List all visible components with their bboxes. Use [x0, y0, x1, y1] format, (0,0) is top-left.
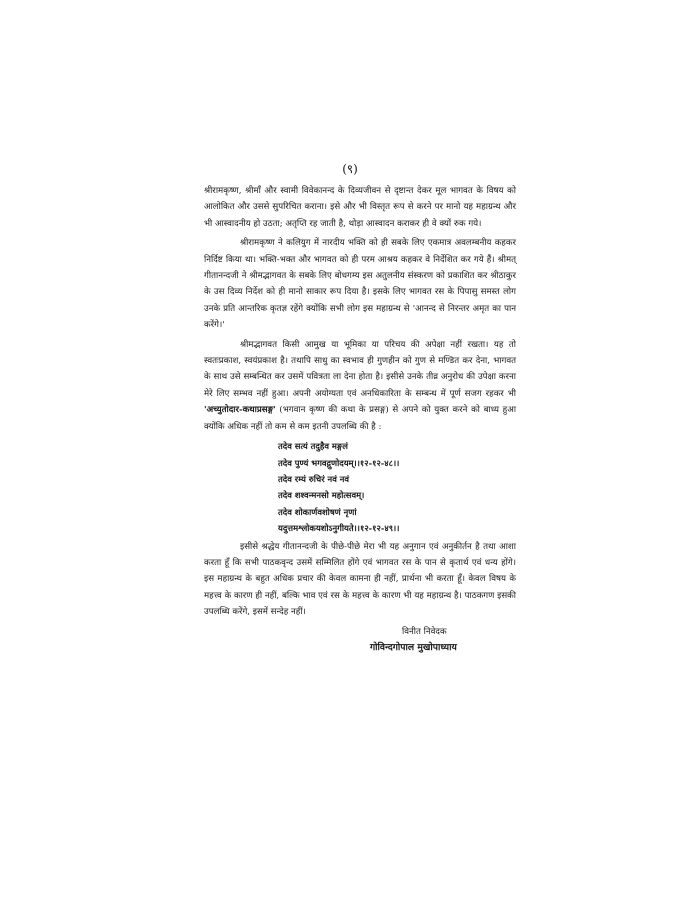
sanskrit-verse: [278, 438, 516, 536]
signature-name: गोविन्दगोपाल मुखोपाध्याय: [370, 641, 457, 653]
paragraph-4: इसीसे श्रद्धेय गीतानन्दजी के पीछे-पीछे मेरा भी यह अनुगान एवं अनुकीर्तन है तथा आशा करता हूँ कि सभी पाठकवृन्द उसमें सम्मिलित होंगे एवं भागवत रस के पान से कृतार्थ एवं धन्य होंगे। इस महाग्रन्थ के बहुत अधिक प्रचार की केवल कामना ही नहीं, प्रार्थना भी करता हूँ। केवल विषय के महत्त्व के कारण ही नहीं, बल्कि भाव एवं रस के महत्त्व के कारण भी यह महाग्रन्थ है। पाठकगण इसकी उपलब्धि करेंगे, इसमें सन्देह नहीं।: [204, 541, 516, 618]
preface-body: [204, 183, 516, 656]
page-number: (९): [342, 162, 358, 176]
paragraph-3-title: 'अच्युतोदार-कथाप्रसङ्ग': [204, 405, 276, 416]
paragraph-3-after: (भगवान कृष्ण की कथा के प्रसङ्ग) से अपने को युक्त करने को बाध्य हुआ क्योंकि अधिक नहीं तो कम से कम इतनी उपलब्धि की है :: [204, 405, 516, 432]
paragraph-3: [204, 337, 516, 435]
verse-line: तदेव शश्वन्मनसो महोत्सवम्।: [278, 490, 365, 501]
verse-line: तदेव शोकार्णवशोषणं नृणां: [278, 506, 357, 517]
verse-line: तदेव रम्यं रुचिरं नवं नवं: [278, 473, 350, 484]
signature-block: [204, 624, 516, 657]
verse-line: तदेव पुण्यं भगवद्गुणोदयम्।।१२-१२-४८।।: [278, 457, 400, 468]
verse-line: यदुत्तमश्लोकयशोऽनुगीयते।।१२-१२-४९।।: [278, 523, 400, 534]
signature-salutation: विनीत निवेदक: [402, 626, 447, 637]
paragraph-1: श्रीरामकृष्ण, श्रीमाँ और स्वामी विवेकानन्द के दिव्यजीवन से दृष्टान्त देकर मूल भागवत के विषय को आलोकित और उससे सुपरिचित कराना। इसे और भी विस्तृत रूप से करने पर मानो यह महाग्रन्थ और भी आस्वादनीय हो उठता; अतृप्ति रह जाती है, थोड़ा आस्वादन कराकर ही वे क्यों रुक गये।: [204, 186, 516, 229]
paragraph-3-before: श्रीमद्भागवत किसी आमुख या भूमिका या परिचय की अपेक्षा नहीं रखता। यह तो स्वतःप्रकाश, स्वयंप्रकाश है। तथापि साधु का स्वभाव ही गुणहीन को गुण से मण्डित कर देना, भागवत के साथ उसे सम्बन्धित कर उसमें पवित्रता ला देना होता है। इसीसे उनके तीव्र अनुरोध की उपेक्षा करना मेरे लिए सम्भव नहीं हुआ। अपनी अयोग्यता एवं अनधिकारिता के सम्बन्ध में पूर्ण सजग रहकर भी: [204, 339, 516, 399]
verse-line: तदेव सत्यं तदुहैव मङ्गलं: [278, 441, 348, 452]
paragraph-2: श्रीरामकृष्ण ने कलियुग में नारदीय भक्ति को ही सबके लिए एकमात्र अवलम्बनीय कहकर निर्दिष्ट किया था। भक्ति-भक्त और भागवत को ही परम आश्रय कहकर वे निर्देशित कर गये हैं। श्रीमत् गीतानन्दजी ने श्रीमद्भागवत के सबके लिए बोधगम्य इस अतुलनीय संस्करण को प्रकाशित कर श्रीठाकुर के उस दिव्य निर्देश को ही मानो साकार रूप दिया है। इसके लिए भागवत रस के पिपासु समस्त लोग उनके प्रति आन्तरिक कृतज्ञ रहेंगे क्योंकि सभी लोग इस महाग्रन्थ से 'आनन्द से निरन्तर अमृत का पान करेंगे।': [204, 238, 516, 331]
